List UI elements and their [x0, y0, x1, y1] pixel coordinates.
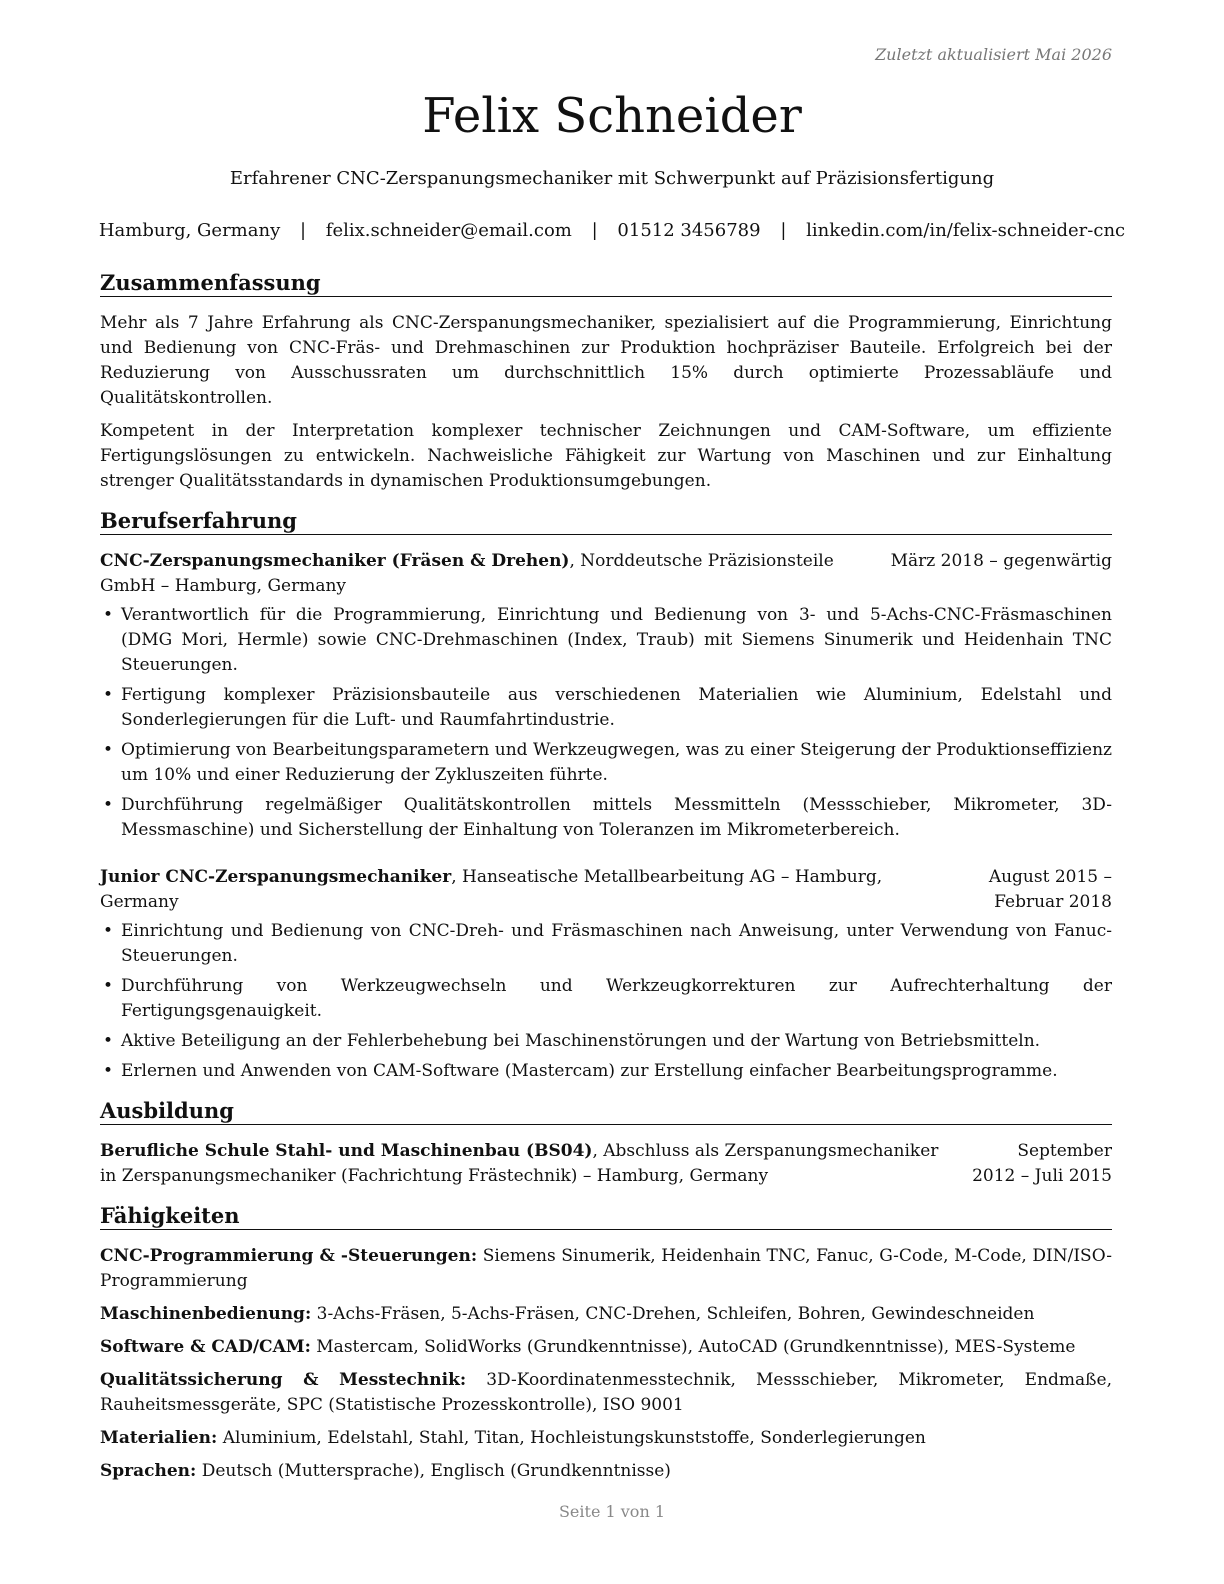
contact-linkedin[interactable]: linkedin.com/in/felix-schneider-cnc [806, 220, 1126, 241]
education-line [100, 1139, 958, 1189]
list-item: • Einrichtung und Bedienung von CNC-Dreh- und Fräsmaschinen nach Anweisung, unter Verwendung von Fanuc-Steuerungen. [100, 919, 1112, 969]
skill-value: Siemens Sinumerik, Heidenhain TNC, Fanuc, G-Code, M-Code, DIN/ISO-Programmierung [100, 1246, 1113, 1291]
contact-separator: | [780, 220, 787, 241]
last-updated: Zuletzt aktualisiert Mai 2026 [875, 45, 1112, 64]
list-item: • Fertigung komplexer Präzisionsbauteile aus verschiedenen Materialien wie Aluminium, Edelstahl und Sonderlegierungen für die Luft- und Raumfahrtindustrie. [100, 683, 1112, 733]
job-title-line [100, 865, 966, 915]
skill-row [100, 1244, 1112, 1294]
contact-separator: | [299, 220, 307, 241]
skill-label: Maschinenbedienung: [100, 1304, 312, 1324]
candidate-name: Felix Schneider [422, 88, 802, 144]
skill-value: 3D-Koordinatenmesstechnik, Messschieber, Mikrometer, Endmaße, Rauheitsmessgeräte, SPC (Statistische Prozesskontrolle), ISO 9001 [100, 1370, 1112, 1415]
job-entry [100, 549, 1112, 843]
skill-label: Software & CAD/CAM: [100, 1337, 311, 1357]
job-bullets [100, 919, 1112, 1084]
tagline: Erfahrener CNC-Zerspanungsmechaniker mit Schwerpunkt auf Präzisionsfertigung [229, 168, 995, 189]
summary-paragraph: Kompetent in der Interpretation komplexer technischer Zeichnungen und CAM-Software, um effiziente Fertigungslösungen zu entwickeln. Nachweisliche Fähigkeit zur Wartung von Maschinen und zur Einhaltung strenger Qualitätsstandards in dynamischen Produktionsumgebungen. [100, 421, 1112, 491]
skill-label: Qualitätssicherung & Messtechnik: [100, 1370, 467, 1390]
skill-row [100, 1368, 1112, 1418]
skill-row [100, 1426, 1112, 1451]
section-title: Fähigkeiten [100, 1203, 1112, 1230]
skill-value: Mastercam, SolidWorks (Grundkenntnisse), AutoCAD (Grundkenntnisse), MES-Systeme [310, 1337, 1076, 1357]
contact-phone: 01512 3456789 [617, 220, 761, 241]
job-entry [100, 865, 1112, 1084]
skill-row [100, 1302, 1112, 1327]
list-item: • Erlernen und Anwenden von CAM-Software (Mastercam) zur Erstellung einfacher Bearbeitungsprogramme. [100, 1059, 1112, 1084]
job-dates: August 2015 – Februar 2018 [988, 867, 1112, 912]
page-number: Seite 1 von 1 [558, 1502, 666, 1521]
skills-section [100, 1203, 1112, 1484]
contact-location: Hamburg, Germany [98, 220, 281, 241]
job-role: CNC-Zerspanungsmechaniker (Fräsen & Drehen) [100, 551, 570, 571]
education-dates: September 2012 – Juli 2015 [972, 1141, 1112, 1186]
job-company: , Hanseatische Metallbearbeitung AG – Hamburg, Germany [100, 867, 883, 912]
list-item: • Durchführung regelmäßiger Qualitätskontrollen mittels Messmitteln (Messschieber, Mikrometer, 3D-Messmaschine) und Sicherstellung der Einhaltung von Toleranzen im Mikrometerbereich. [100, 793, 1112, 843]
job-dates: März 2018 – gegenwärtig [890, 551, 1112, 571]
job-bullets [100, 603, 1112, 843]
experience-section [100, 508, 1112, 1084]
skill-value: Deutsch (Muttersprache), Englisch (Grundkenntnisse) [196, 1461, 671, 1481]
skill-label: Sprachen: [100, 1461, 197, 1481]
skill-label: CNC-Programmierung & -Steuerungen: [100, 1246, 478, 1266]
skill-value: Aluminium, Edelstahl, Stahl, Titan, Hochleistungskunststoffe, Sonderlegierungen [217, 1428, 926, 1448]
education-entry [100, 1139, 1112, 1189]
education-detail: , Abschluss als Zerspanungsmechaniker in Zerspanungsmechaniker (Fachrichtung Frästechnik) – Hamburg, Germany [100, 1141, 939, 1186]
summary-section [100, 270, 1112, 494]
contact-line [0, 220, 1224, 241]
skill-label: Materialien: [100, 1428, 218, 1448]
list-item: • Optimierung von Bearbeitungsparametern und Werkzeugwegen, was zu einer Steigerung der Produktionseffizienz um 10% und einer Reduzierung der Zykluszeiten führte. [100, 738, 1112, 788]
resume-content [100, 270, 1112, 1498]
summary-paragraph: Mehr als 7 Jahre Erfahrung als CNC-Zerspanungsmechaniker, spezialisiert auf die Programmierung, Einrichtung und Bedienung von CNC-Fräs- und Drehmaschinen zur Produktion hochpräziser Bauteile. Erfolgreich bei der Reduzierung von Ausschussraten um durchschnittlich 15% durch optimierte Prozessabläufe und Qualitätskontrollen. [100, 313, 1112, 408]
list-item: • Aktive Beteiligung an der Fehlerbehebung bei Maschinenstörungen und der Wartung von Betriebsmitteln. [100, 1029, 1112, 1054]
skill-row [100, 1459, 1112, 1484]
job-header [100, 865, 1112, 915]
section-title: Berufserfahrung [100, 508, 1112, 535]
contact-separator: | [591, 220, 598, 241]
contact-email[interactable]: felix.schneider@email.com [325, 220, 572, 241]
list-item: • Verantwortlich für die Programmierung, Einrichtung und Bedienung von 3- und 5-Achs-CNC-Fräsmaschinen (DMG Mori, Hermle) sowie CNC-Drehmaschinen (Index, Traub) mit Siemens Sinumerik und Heidenhain TNC Steuerungen. [100, 603, 1112, 678]
job-role: Junior CNC-Zerspanungsmechaniker [100, 867, 452, 887]
skill-row [100, 1335, 1112, 1360]
education-section [100, 1098, 1112, 1189]
section-title: Ausbildung [100, 1098, 1112, 1125]
skill-value: 3-Achs-Fräsen, 5-Achs-Fräsen, CNC-Drehen, Schleifen, Bohren, Gewindeschneiden [311, 1304, 1035, 1324]
list-item: • Durchführung von Werkzeugwechseln und Werkzeugkorrekturen zur Aufrechterhaltung der Fertigungsgenauigkeit. [100, 974, 1112, 1024]
job-header [100, 549, 1112, 599]
job-title-line [100, 549, 877, 599]
job-company: , Norddeutsche Präzisionsteile GmbH – Hamburg, Germany [100, 551, 834, 596]
section-title: Zusammenfassung [100, 270, 1112, 297]
school-name: Berufliche Schule Stahl- und Maschinenbau (BS04) [100, 1141, 593, 1161]
